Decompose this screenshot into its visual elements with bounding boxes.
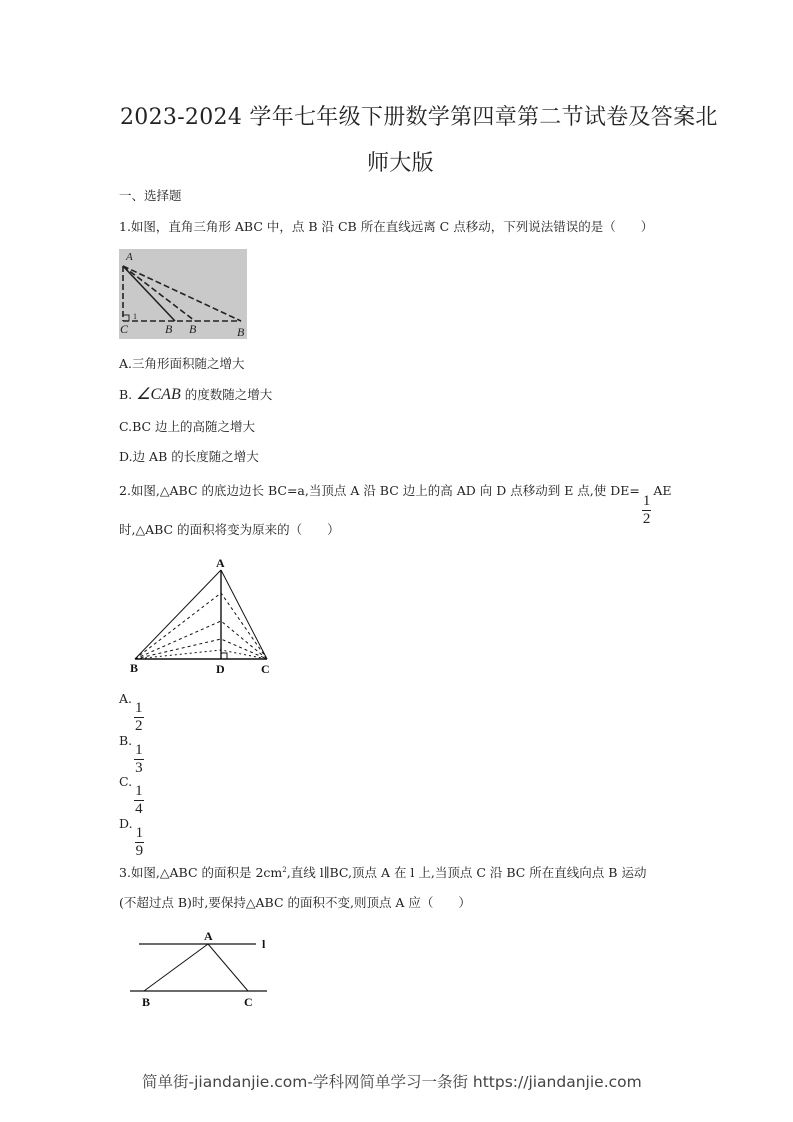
- right-angle-mark: [221, 653, 227, 659]
- point-a-label: A: [126, 251, 133, 263]
- option-fraction: [134, 743, 144, 776]
- side-ac: [208, 944, 248, 991]
- fraction-denominator: 2: [135, 718, 143, 734]
- option-fraction: [135, 826, 145, 859]
- point-c-label: C: [244, 995, 253, 1009]
- question-3-stem-line1: [119, 863, 646, 881]
- dashed-triangle-2: [135, 621, 267, 659]
- stem-text: 2.如图,△ABC 的底边边长 BC=a,当顶点 A 沿 BC 边上的高 AD 向 D 点移动到 E 点,使 DE=: [119, 483, 640, 498]
- question-1-option-b[interactable]: [119, 384, 272, 404]
- point-c-label: C: [261, 662, 270, 675]
- line-l-label: l: [262, 937, 266, 951]
- point-b1-label: B: [165, 322, 173, 336]
- question-1-stem: 1.如图，直角三角形 ABC 中，点 B 沿 CB 所在直线远离 C 点移动，下列说法错误的是（ ）: [119, 219, 654, 234]
- question-2-option-c[interactable]: [119, 774, 146, 817]
- stem-text-tail: AE: [653, 483, 672, 498]
- section-heading: 一、选择题: [119, 188, 182, 203]
- question-2-option-d[interactable]: [119, 816, 146, 859]
- point-c-label: C: [120, 322, 129, 336]
- option-label: C.: [119, 774, 133, 789]
- option-fraction: [134, 784, 144, 817]
- stem-text-tail: ,直线 l∥BC,顶点 A 在 l 上,当顶点 C 沿 BC 所在直线向点 B 运动: [286, 865, 647, 880]
- question-1-option-c[interactable]: [119, 417, 255, 435]
- option-text: BC 边上的高随之增大: [132, 419, 256, 434]
- dashed-triangle-1: [135, 593, 267, 659]
- option-label: A.: [119, 356, 133, 371]
- option-label: D.: [119, 816, 133, 831]
- side-ac: [221, 570, 267, 659]
- fraction-numerator: 1: [135, 783, 143, 799]
- option-text: 的度数随之增大: [180, 387, 273, 402]
- option-label: A.: [119, 691, 133, 706]
- point-a-label: A: [204, 929, 213, 943]
- question-3-figure: [128, 927, 278, 1013]
- question-1-figure: [119, 249, 247, 339]
- question-1-option-d[interactable]: [119, 447, 259, 465]
- fraction-denominator: 3: [135, 760, 143, 776]
- point-a-label: A: [216, 556, 225, 570]
- option-label: B.: [119, 733, 133, 748]
- point-b3-label: B: [237, 325, 245, 339]
- stem-text: 3.如图,△ABC 的面积是 2cm: [119, 865, 283, 880]
- question-2-figure: [126, 555, 276, 675]
- question-2-option-b[interactable]: [119, 733, 146, 776]
- fraction-numerator: 1: [642, 493, 651, 509]
- option-text: 边 AB 的长度随之增大: [132, 449, 259, 464]
- question-1-option-a[interactable]: [119, 354, 245, 372]
- fraction-denominator: 2: [642, 511, 651, 527]
- fraction-numerator: 1: [135, 742, 143, 758]
- point-b2-label: B: [189, 322, 197, 336]
- point-d-label: D: [216, 662, 225, 675]
- question-3-stem-line2: (不超过点 B)时,要保持△ABC 的面积不变,则顶点 A 应（ ）: [119, 895, 471, 910]
- question-2-option-a[interactable]: [119, 691, 146, 734]
- document-title-line2: 师大版: [367, 151, 434, 176]
- document-title-line1: 2023-2024 学年七年级下册数学第四章第二节试卷及答案北: [120, 105, 718, 130]
- point-b-label: B: [130, 661, 139, 675]
- fraction-numerator: 1: [135, 825, 144, 841]
- superscript: 2: [282, 865, 287, 874]
- option-fraction: [134, 701, 144, 734]
- stem-fraction: [642, 494, 652, 527]
- fraction-numerator: 1: [135, 700, 143, 716]
- side-ab: [135, 570, 221, 659]
- point-b-label: B: [142, 995, 151, 1009]
- option-text: 三角形面积随之增大: [132, 356, 245, 371]
- option-label: C.: [119, 419, 133, 434]
- fraction-denominator: 9: [135, 843, 144, 859]
- angle-1-label: 1: [133, 312, 137, 321]
- question-2-stem-line2: 时,△ABC 的面积将变为原来的（ ）: [119, 522, 340, 537]
- fraction-denominator: 4: [135, 801, 143, 817]
- page-footer-watermark: 简单街-jiandanjie.com-学科网简单学习一条街 https://jiandanjie.com: [142, 1073, 642, 1091]
- option-label: B.: [119, 387, 133, 402]
- side-ab: [144, 944, 208, 991]
- angle-cab-math: ∠CAB: [136, 386, 181, 403]
- option-label: D.: [119, 449, 133, 464]
